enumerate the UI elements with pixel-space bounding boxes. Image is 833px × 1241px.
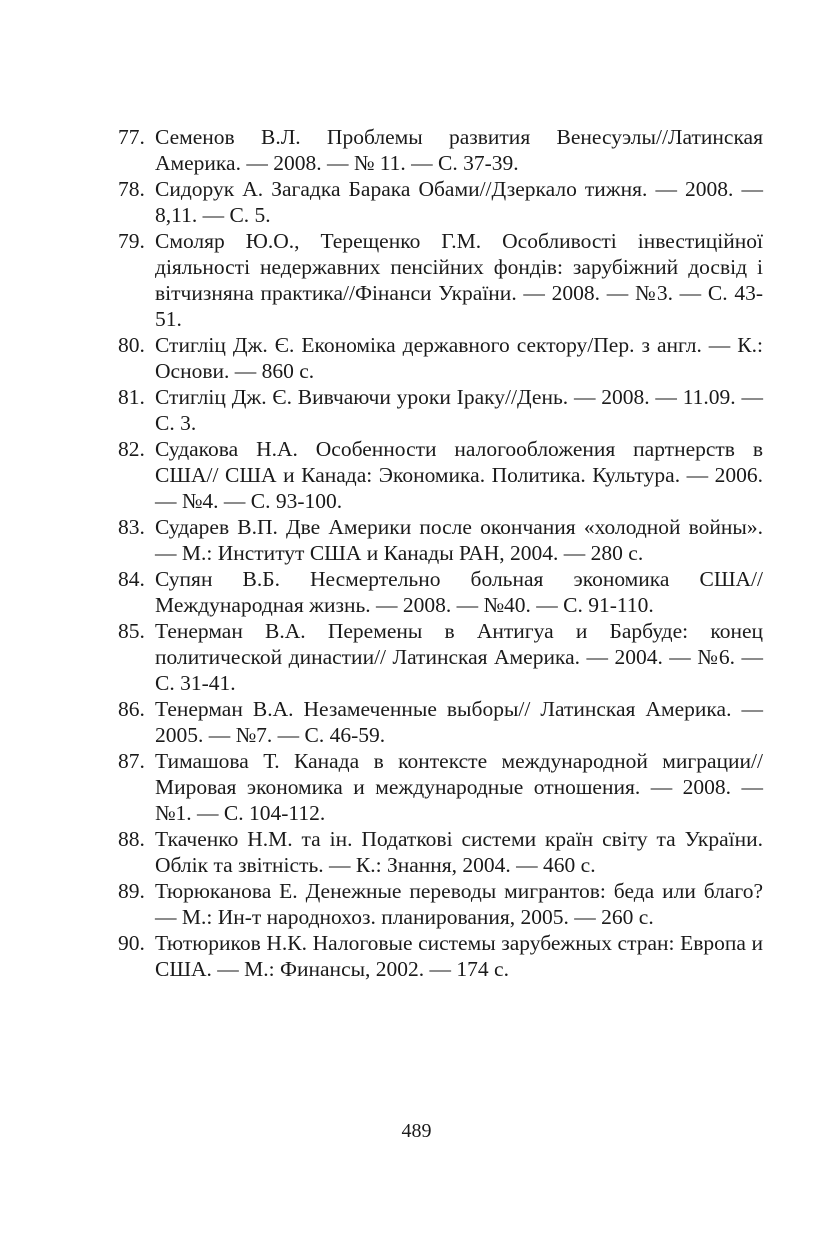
reference-number: 84. (118, 567, 145, 591)
reference-item (118, 228, 763, 332)
reference-number: 85. (118, 619, 145, 643)
reference-number: 81. (118, 385, 145, 409)
reference-text: Тютюриков Н.К. Налоговые системы зарубежных стран: Европа и США. — М.: Финансы, 2002. — 174 с. (155, 931, 763, 981)
reference-text: Тенерман В.А. Перемены в Антигуа и Барбуде: конец политической династии// Латинская Америка. — 2004. — №6. — С. 31-41. (155, 619, 763, 695)
reference-number: 90. (118, 931, 145, 955)
reference-text: Сударев В.П. Две Америки после окончания «холодной войны». — М.: Институт США и Канады РАН, 2004. — 280 с. (155, 515, 763, 565)
reference-item (118, 930, 763, 982)
reference-item (118, 618, 763, 696)
reference-number: 86. (118, 697, 145, 721)
reference-text: Тимашова Т. Канада в контексте международной миграции// Мировая экономика и международные отношения. — 2008. — №1. — С. 104-112. (155, 749, 763, 825)
reference-text: Судакова Н.А. Особенности налогообложения партнерств в США// США и Канада: Экономика. Политика. Культура. — 2006. — №4. — С. 93-100. (155, 437, 763, 513)
reference-text: Тенерман В.А. Незамеченные выборы// Латинская Америка. — 2005. — №7. — С. 46-59. (155, 697, 763, 747)
reference-item (118, 124, 763, 176)
reference-item (118, 748, 763, 826)
reference-item (118, 436, 763, 514)
reference-number: 89. (118, 879, 145, 903)
reference-text: Сидорук А. Загадка Барака Обами//Дзеркало тижня. — 2008. — 8,11. — С. 5. (155, 177, 763, 227)
reference-text: Супян В.Б. Несмертельно больная экономика США//Международная жизнь. — 2008. — №40. — С. 91-110. (155, 567, 763, 617)
reference-item (118, 696, 763, 748)
reference-number: 79. (118, 229, 145, 253)
reference-text: Стигліц Дж. Є. Економіка державного сектору/Пер. з англ. — К.: Основи. — 860 с. (155, 333, 763, 383)
reference-number: 88. (118, 827, 145, 851)
page-number: 489 (401, 1120, 432, 1142)
reference-item (118, 176, 763, 228)
reference-text: Семенов В.Л. Проблемы развития Венесуэлы//Латинская Америка. — 2008. — № 11. — С. 37-39. (155, 125, 763, 175)
reference-text: Стигліц Дж. Є. Вивчаючи уроки Іраку//День. — 2008. — 11.09. — С. 3. (155, 385, 763, 435)
reference-number: 82. (118, 437, 145, 461)
reference-number: 83. (118, 515, 145, 539)
reference-item (118, 384, 763, 436)
reference-text: Смоляр Ю.О., Терещенко Г.М. Особливості інвестиційної діяльності недержавних пенсійних фондів: зарубіжний досвід і вітчизняна практика//Фінанси України. — 2008. — №3. — С. 43-51. (155, 229, 763, 331)
reference-text: Ткаченко Н.М. та ін. Податкові системи країн світу та України. Облік та звітність. — К.: Знання, 2004. — 460 с. (155, 827, 763, 877)
reference-text: Тюрюканова Е. Денежные переводы мигрантов: беда или благо? — М.: Ин-т народнохоз. планирования, 2005. — 260 с. (155, 879, 763, 929)
reference-item (118, 826, 763, 878)
reference-number: 77. (118, 125, 145, 149)
reference-item (118, 514, 763, 566)
reference-item (118, 566, 763, 618)
reference-number: 80. (118, 333, 145, 357)
reference-list (118, 124, 763, 982)
reference-item (118, 332, 763, 384)
reference-number: 78. (118, 177, 145, 201)
reference-item (118, 878, 763, 930)
reference-number: 87. (118, 749, 145, 773)
